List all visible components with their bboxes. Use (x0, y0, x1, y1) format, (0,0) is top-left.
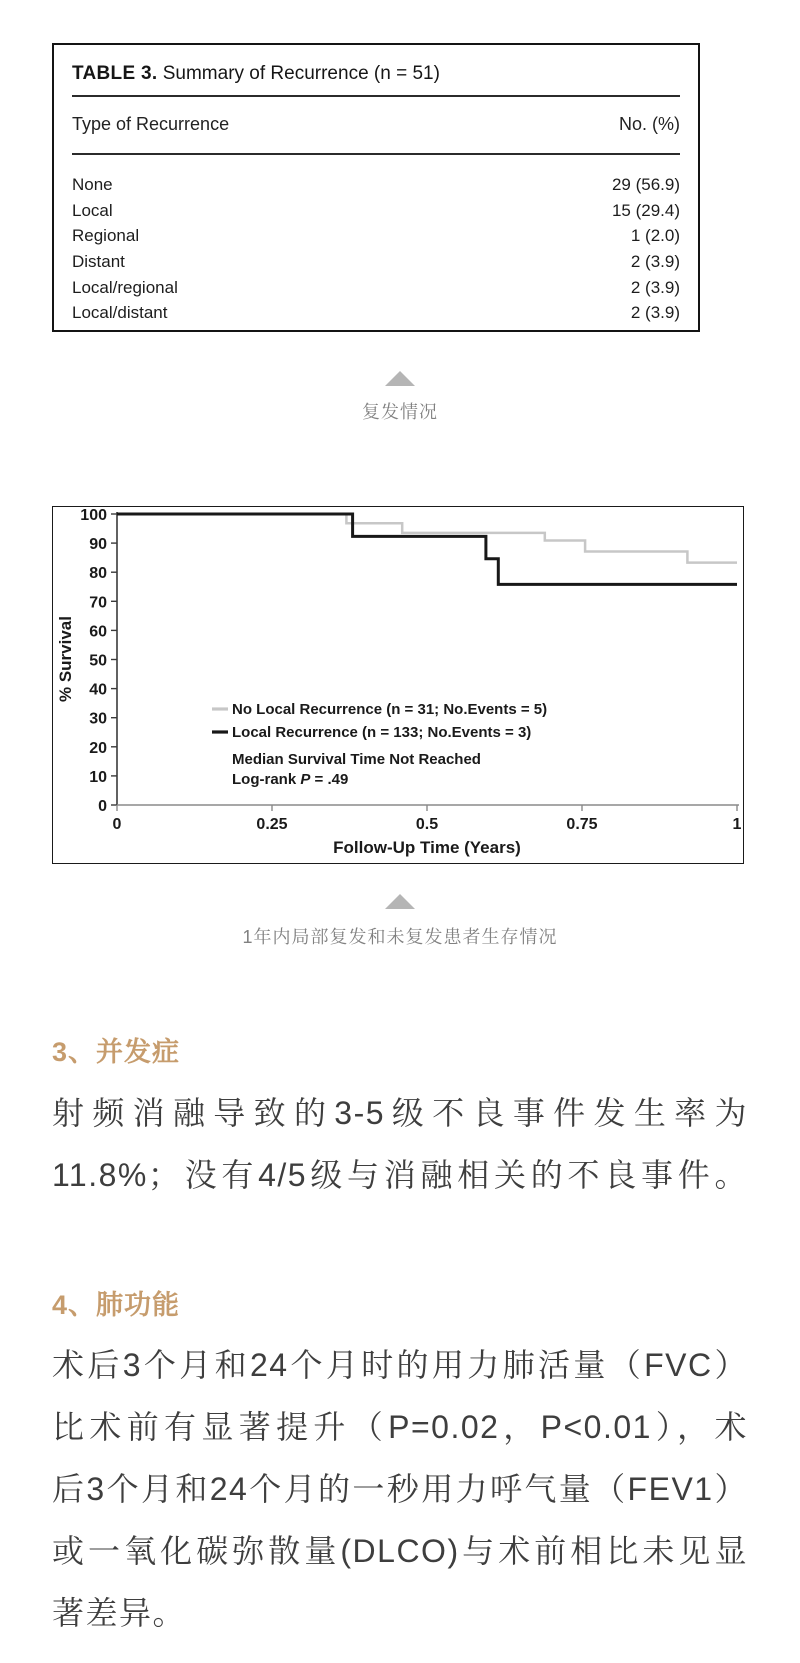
row-count: 2 (3.9) (630, 277, 680, 297)
y-tick-label: 20 (89, 739, 107, 757)
y-tick-label: 100 (80, 507, 107, 524)
row-count: 29 (56.9) (611, 174, 680, 194)
x-tick-label: 0.5 (415, 816, 439, 833)
table-header-row (72, 111, 680, 137)
y-tick-label: 50 (89, 652, 107, 670)
row-type: None (72, 174, 113, 194)
body-text-line: 11.8%；没有4/5级与消融相关的不良事件。 (52, 1157, 748, 1193)
row-type: Distant (72, 251, 125, 271)
table-row (72, 275, 680, 301)
legend-label: Local Recurrence (n = 133; No.Events = 3) (232, 724, 532, 741)
table-title-text: Summary of Recurrence (n = 51) (157, 63, 440, 84)
table-header-no: No. (%) (618, 113, 680, 134)
table-rule-header (72, 153, 680, 155)
body-text-line: 比术前有显著提升（P=0.02，P<0.01），术 (52, 1409, 748, 1445)
table-title (72, 60, 440, 88)
row-count: 1 (2.0) (630, 226, 680, 246)
x-tick-label: 1 (732, 816, 742, 833)
survival-curve-local-recurrence (117, 514, 737, 584)
survival-chart-figure (52, 506, 744, 864)
table-rule-top (72, 95, 680, 97)
y-tick-label: 60 (89, 623, 107, 641)
figure2-caption: 1年内局部复发和未复发患者生存情况 (242, 927, 558, 947)
row-count: 15 (29.4) (611, 200, 680, 220)
survival-curve-no-local-recurrence (117, 514, 737, 563)
legend-label: No Local Recurrence (n = 31; No.Events = 5) (232, 701, 548, 718)
figure1-caption: 复发情况 (362, 402, 438, 422)
section-paragraph-complications (52, 1082, 748, 1206)
x-tick-label: 0.25 (256, 816, 288, 833)
recurrence-table (52, 43, 700, 332)
y-tick-label: 40 (89, 681, 107, 699)
y-tick-label: 10 (89, 768, 107, 786)
row-count: 2 (3.9) (630, 303, 680, 323)
table-row (72, 172, 680, 198)
table-row (72, 300, 680, 326)
y-tick-label: 30 (89, 710, 107, 728)
table-title-label: TABLE 3. (72, 63, 158, 84)
x-axis-title: Follow-Up Time (Years) (333, 838, 521, 857)
y-tick-label: 70 (89, 594, 107, 612)
body-text-line: 术后3个月和24个月时的用力肺活量（FVC） (52, 1347, 748, 1383)
body-text-line: 射频消融导致的3-5级不良事件发生率为 (52, 1095, 748, 1131)
section-paragraph-lung-function (52, 1334, 748, 1644)
table-row (72, 223, 680, 249)
body-text-line: 或一氧化碳弥散量(DLCO)与术前相比未见显 (52, 1533, 748, 1569)
row-type: Regional (72, 226, 140, 246)
y-tick-label: 80 (89, 565, 107, 583)
caption-pointer-triangle-icon (385, 371, 415, 386)
row-type: Local (72, 200, 113, 220)
caption-pointer-triangle-icon (385, 894, 415, 909)
chart-annotation: Log-rank P = .49 (232, 771, 349, 788)
table-row (72, 198, 680, 224)
chart-annotation: Median Survival Time Not Reached (232, 751, 481, 768)
table-row (72, 249, 680, 275)
body-text-line: 后3个月和24个月的一秒用力呼气量（FEV1） (52, 1471, 748, 1507)
kaplan-meier-chart (53, 507, 742, 862)
section-heading-lung-function: 4、肺功能 (52, 1290, 181, 1320)
body-text-line: 著差异。 (52, 1595, 187, 1631)
row-type: Local/regional (72, 277, 178, 297)
row-count: 2 (3.9) (630, 251, 680, 271)
table-header-type: Type of Recurrence (72, 113, 230, 134)
y-tick-label: 0 (98, 798, 107, 815)
y-tick-label: 90 (89, 536, 107, 554)
x-tick-label: 0 (112, 816, 122, 833)
table-rows (72, 172, 680, 326)
section-heading-complications: 3、并发症 (52, 1037, 181, 1067)
row-type: Local/distant (72, 303, 168, 323)
x-tick-label: 0.75 (566, 816, 598, 833)
y-axis-title: % Survival (56, 616, 75, 702)
